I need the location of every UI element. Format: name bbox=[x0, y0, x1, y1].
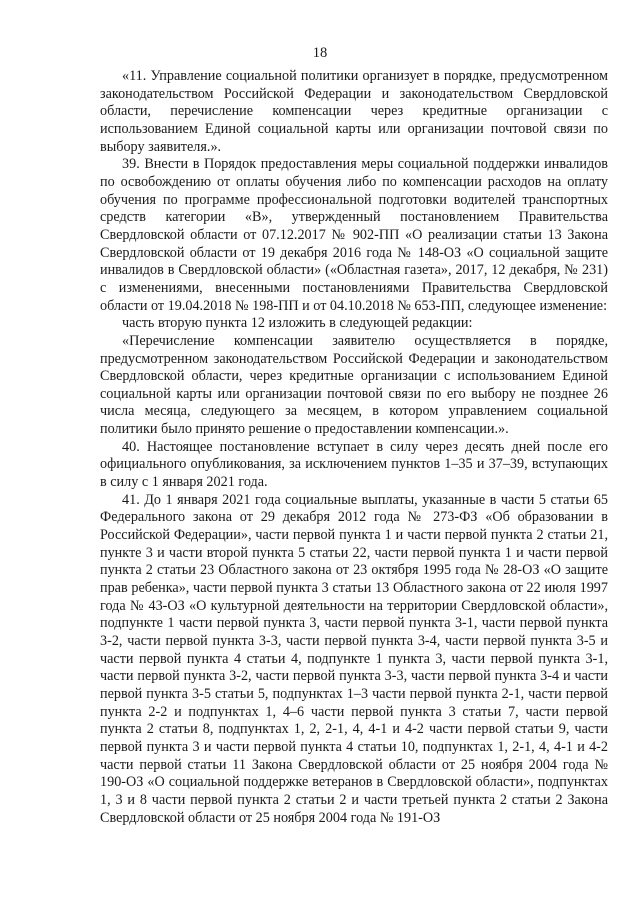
paragraph-41: 41. До 1 января 2021 года социальные выплаты, указанные в части 5 статьи 65 Федерального закона от 29 декабря 2012 года № 273-ФЗ «Об образовании в Российской Федерации», части первой пункта 1 и части первой пункта 2 статьи 21, пункте 3 и части второй пункта 5 статьи 22, части первой пункта 1 и части первой пункта 2 статьи 23 Областного закона от 23 октября 1995 года № 28-ОЗ «О защите прав ребенка», части первой пункта 3 статьи 13 Областного закона от 22 июля 1997 года № 43-ОЗ «О культурной деятельности на территории Свердловской области», подпункте 1 части первой пункта 3, части первой пункта 3-1, части первой пункта 3-2, части первой пункта 3-3, части первой пункта 3-4, части первой пункта 3-5 и части первой пункта 4 статьи 4, подпункте 1 пункта 3, части первой пункта 3-1, части первой пункта 3-2, части первой пункта 3-3, части первой пункта 3-4 и части первой пункта 3-5 статьи 5, подпунктах 1–3 части первой пункта 2-1, части первой пункта 2-2 и подпунктах 1, 4–6 части первой пункта 3 статьи 7, части первой пункта 2 статьи 8, подпунктах 1, 2, 2-1, 4, 4-1 и 4-2 части первой статьи 9, части первой пункта 3 и части первой пункта 4 статьи 10, подпунктах 1, 2-1, 4, 4-1 и 4-2 части первой статьи 11 Закона Свердловской области от 25 ноября 2004 года № 190-ОЗ «О социальной поддержке ветеранов в Свердловской области», подпунктах 1, 3 и 8 части первой пункта 2 статьи 2 и части третьей пункта 2 статьи 2 Закона Свердловской области от 25 ноября 2004 года № 191-ОЗ bbox=[100, 491, 608, 826]
paragraph-39-quote: «Перечисление компенсации заявителю осуществляется в порядке, предусмотренном законодательством Российской Федерации и законодательством Свердловской области, через кредитные организации с использованием Единой социальной карты или организации почтовой связи по его выбору не позднее 26 числа месяца, следующего за месяцем, в котором управлением социальной политики было принято решение о предоставлении компенсации.». bbox=[100, 332, 608, 438]
page-number: 18 bbox=[312, 45, 328, 61]
paragraph-40: 40. Настоящее постановление вступает в силу через десять дней после его официального опубликования, за исключением пунктов 1–35 и 37–39, вступающих в силу с 1 января 2021 года. bbox=[100, 438, 608, 491]
document-body bbox=[100, 68, 608, 827]
paragraph-39: 39. Внести в Порядок предоставления меры социальной поддержки инвалидов по освобождению от оплаты обучения либо по компенсации расходов на оплату обучения по программе профессиональной подготовки водителей транспортных средств категории «В», утвержденный постановлением Правительства Свердловской области от 07.12.2017 № 902-ПП «О реализации статьи 13 Закона Свердловской области от 19 декабря 2016 года № 148-ОЗ «О социальной защите инвалидов в Свердловской области» («Областная газета», 2017, 12 декабря, № 231) с изменениями, внесенными постановлениями Правительства Свердловской области от 19.04.2018 № 198-ПП и от 04.10.2018 № 653-ПП, следующее изменение: bbox=[100, 156, 608, 314]
paragraph-11-ending: «11. Управление социальной политики организует в порядке, предусмотренном законодательством Российской Федерации и законодательством Свердловской области, перечисление компенсации через кредитные организации с использованием Единой социальной карты или организации почтовой связи по выбору заявителя.». bbox=[100, 68, 608, 155]
paragraph-39-instruction: часть вторую пункта 12 изложить в следующей редакции: bbox=[122, 315, 473, 332]
